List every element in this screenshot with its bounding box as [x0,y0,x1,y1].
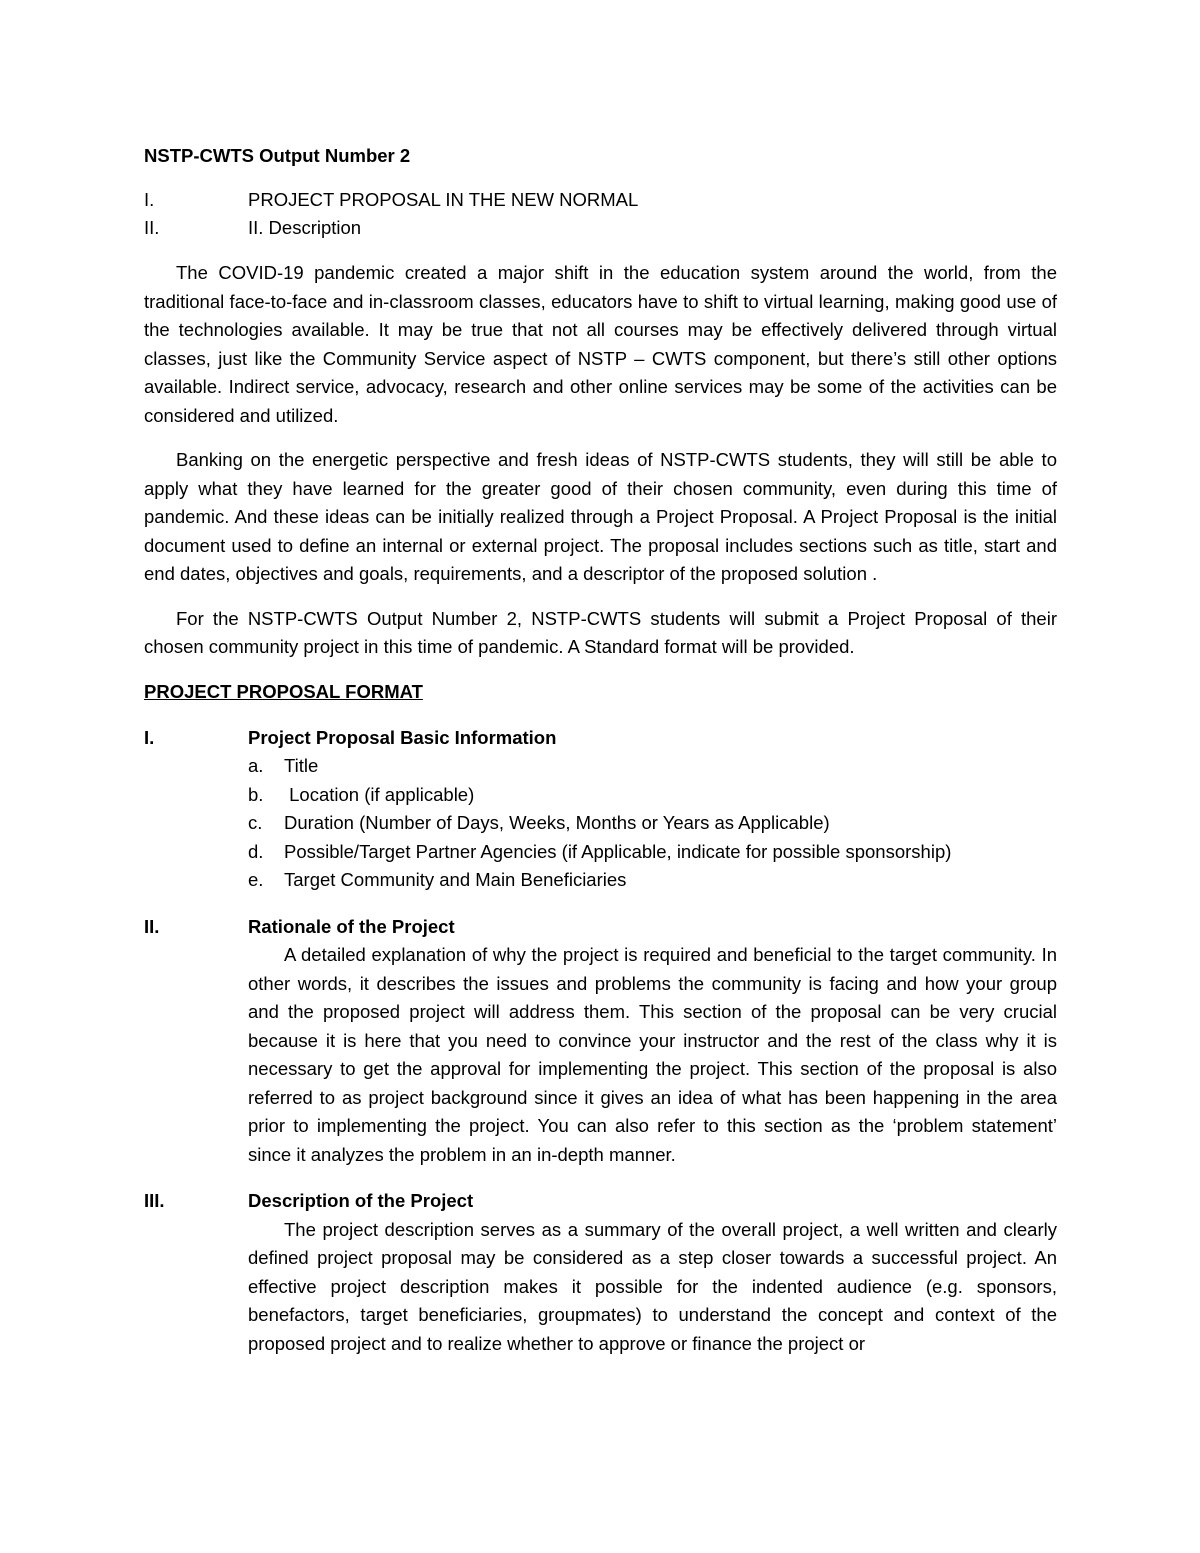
section-heading: Project Proposal Basic Information [248,726,557,748]
section-heading: Description of the Project [248,1190,474,1211]
list-letter: d. [248,840,264,862]
outline-text: PROJECT PROPOSAL IN THE NEW NORMAL [248,189,639,210]
section-number: II. [144,915,160,937]
outline-number: II. [144,217,160,238]
section-rationale [144,913,1057,1170]
list-item [248,866,1057,895]
section-content [248,1187,1057,1358]
section-text: The project description serves as a summary of the overall project, a well written and clearly defined project proposal may be considered as a step closer towards a successful project. An effective project description makes it possible for the indented audience (e.g. sponsors, benefactors, target beneficiaries, groupmates) to understand the concept and context of the proposed project and to realize whether to approve or finance the project or [248,1218,1057,1354]
section-number: I. [144,726,155,748]
list-item [248,838,1057,867]
list-letter: b. [248,783,264,805]
list-letter: c. [248,812,263,833]
list-text: Title [284,755,319,776]
section-text: A detailed explanation of why the project is required and beneficial to the target community. In other words, it describes the issues and problems the community is facing and how your group and the proposed project will address them. This section of the proposal can be very crucial because it is here that you need to convince your instructor and the rest of the class why it is necessary to get the approval for implementing the project. This section of the proposal is also referred to as project background since it gives an idea of what has been happening in the area prior to implementing the project. You can also refer to this section as the ‘problem statement’ since it analyzes the problem in an in-depth manner. [248,944,1057,1165]
outline-item [144,214,638,242]
top-outline [144,186,638,242]
outline-text: II. Description [248,217,362,238]
intro-paragraph: For the NSTP-CWTS Output Number 2, NSTP-CWTS students will submit a Project Proposal of their chosen community project in this time of pandemic. A Standard format will be provided. [144,607,1057,657]
section-basic-information [144,724,1057,895]
intro-paragraph: The COVID-19 pandemic created a major shift in the education system around the world, from the traditional face-to-face and in-classroom classes, educators have to shift to virtual learning, making good use of the technologies available. It may be true that not all courses may be effectively delivered through virtual classes, just like the Community Service aspect of NSTP – CWTS component, but there’s still other options available. Indirect service, advocacy, research and other online services may be some of the activities can be considered and utilized. [144,262,1057,426]
basic-info-list [248,752,1057,895]
list-item [248,752,1057,781]
section-heading: Rationale of the Project [248,915,455,937]
section-content [248,913,1057,1170]
section-description [144,1187,1057,1358]
list-item [248,781,1057,810]
list-text: Target Community and Main Beneficiaries [284,869,627,890]
document-body [144,259,1057,1376]
section-content [248,724,1057,895]
outline-number: I. [144,189,155,210]
list-text: Duration (Number of Days, Weeks, Months or Years as Applicable) [284,812,830,833]
document-title: NSTP-CWTS Output Number 2 [144,145,411,166]
list-letter: a. [248,755,264,776]
outline-item [144,186,638,214]
list-text: Possible/Target Partner Agencies (if Applicable, indicate for possible sponsorship) [284,840,952,862]
list-text: Location (if applicable) [284,783,475,805]
section-number: III. [144,1190,165,1211]
intro-paragraph: Banking on the energetic perspective and fresh ideas of NSTP-CWTS students, they will still be able to apply what they have learned for the greater good of their chosen community, even during this time of pandemic. And these ideas can be initially realized through a Project Proposal. A Project Proposal is the initial document used to define an internal or external project. The proposal includes sections such as title, start and end dates, objectives and goals, requirements, and a descriptor of the proposed solution . [144,449,1057,584]
format-heading: PROJECT PROPOSAL FORMAT [144,680,423,702]
list-item [248,809,1057,838]
list-letter: e. [248,869,264,890]
